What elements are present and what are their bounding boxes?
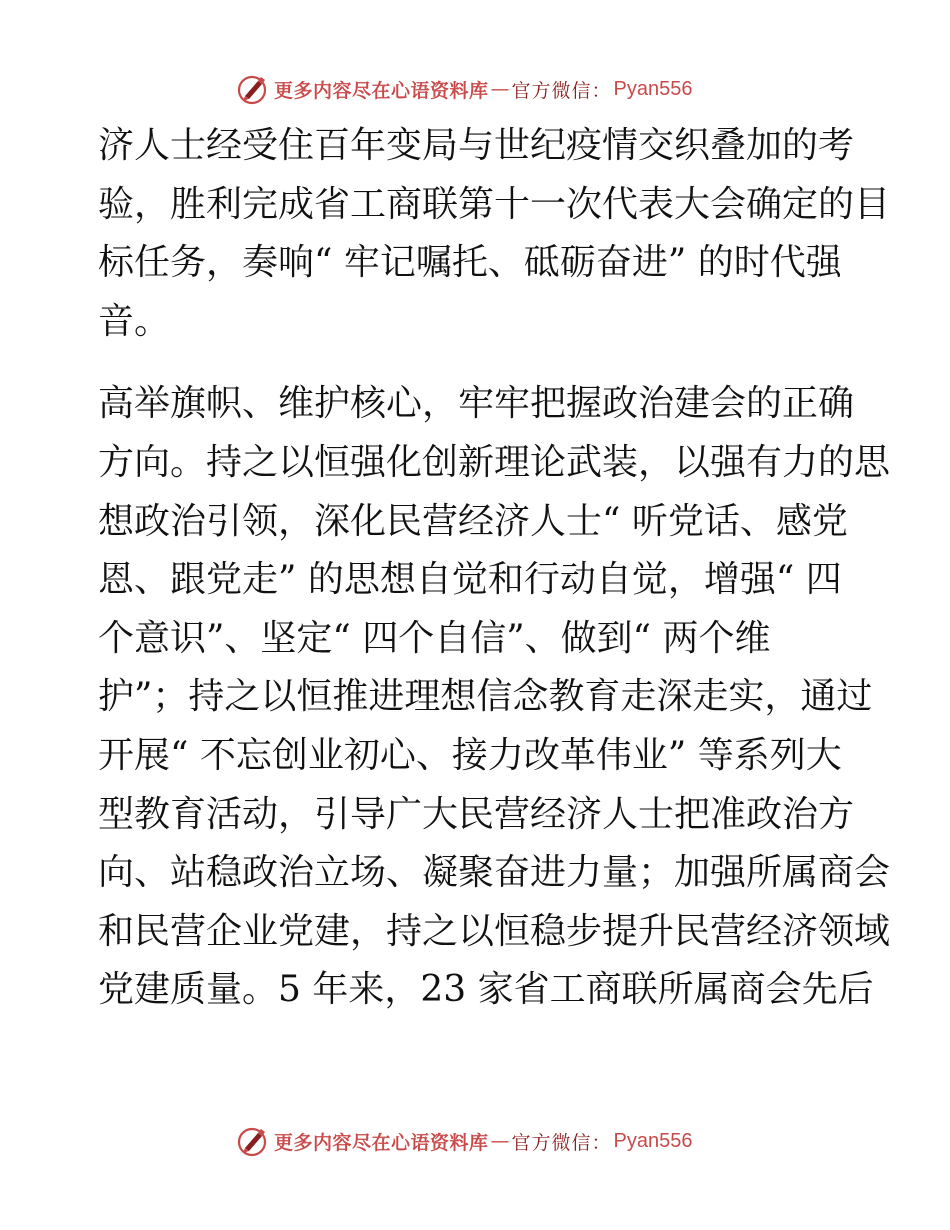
text-line: 高举旗帜、维护核心，牢牢把握政治建会的正确 bbox=[98, 383, 855, 425]
text-line: 个意识”、坚定“ 四个自信”、做到“ 两个维 bbox=[98, 617, 771, 659]
watermark-wechat-id: Pyan556 bbox=[613, 77, 693, 100]
document-body bbox=[98, 117, 891, 1020]
paragraph-spacer bbox=[98, 351, 858, 375]
watermark-label: 官方微信： bbox=[511, 1131, 612, 1154]
text-line: 济人士经受住百年变局与世纪疫情交织叠加的考 bbox=[98, 125, 855, 166]
pen-logo-icon bbox=[236, 1124, 270, 1158]
text-line: 方向。持之以恒强化创新理论武装，以强有力的思 bbox=[98, 441, 891, 483]
text-line: 音。 bbox=[98, 300, 171, 342]
watermark-separator: — bbox=[490, 78, 508, 100]
watermark-wechat-id: Pyan556 bbox=[613, 1129, 693, 1152]
paragraph-2 bbox=[98, 375, 891, 1020]
watermark-separator: — bbox=[490, 1130, 508, 1152]
text-line: 和民营企业党建，持之以恒稳步提升民营经济领域 bbox=[98, 910, 891, 952]
watermark-brand-text: 更多内容尽在心语资料库 bbox=[274, 79, 489, 102]
text-line: 验，胜利完成省工商联第十一次代表大会确定的目 bbox=[98, 183, 891, 225]
text-line: 开展“ 不忘创业初心、接力改革伟业” 等系列大 bbox=[98, 734, 842, 776]
text-line: 向、站稳政治立场、凝聚奋进力量；加强所属商会 bbox=[98, 852, 891, 894]
text-line: 想政治引领，深化民营经济人士“ 听党话、感党 bbox=[98, 500, 848, 542]
text-line: 型教育活动，引导广大民营经济人士把准政治方 bbox=[98, 793, 855, 835]
watermark-label: 官方微信： bbox=[511, 79, 612, 102]
text-line: 恩、跟党走” 的思想自觉和行动自觉，增强“ 四 bbox=[98, 559, 842, 601]
pen-logo-icon bbox=[236, 72, 270, 106]
header-watermark bbox=[236, 72, 693, 106]
watermark-brand-text: 更多内容尽在心语资料库 bbox=[274, 1131, 489, 1154]
text-line: 护”；持之以恒推进理想信念教育走深走实，通过 bbox=[98, 676, 873, 718]
text-line: 党建质量。5 年来，23 家省工商联所属商会先后 bbox=[98, 969, 874, 1011]
paragraph-1 bbox=[98, 117, 891, 351]
text-line: 标任务，奏响“ 牢记嘱托、砥砺奋进” 的时代强 bbox=[98, 242, 842, 284]
footer-watermark bbox=[236, 1124, 693, 1158]
